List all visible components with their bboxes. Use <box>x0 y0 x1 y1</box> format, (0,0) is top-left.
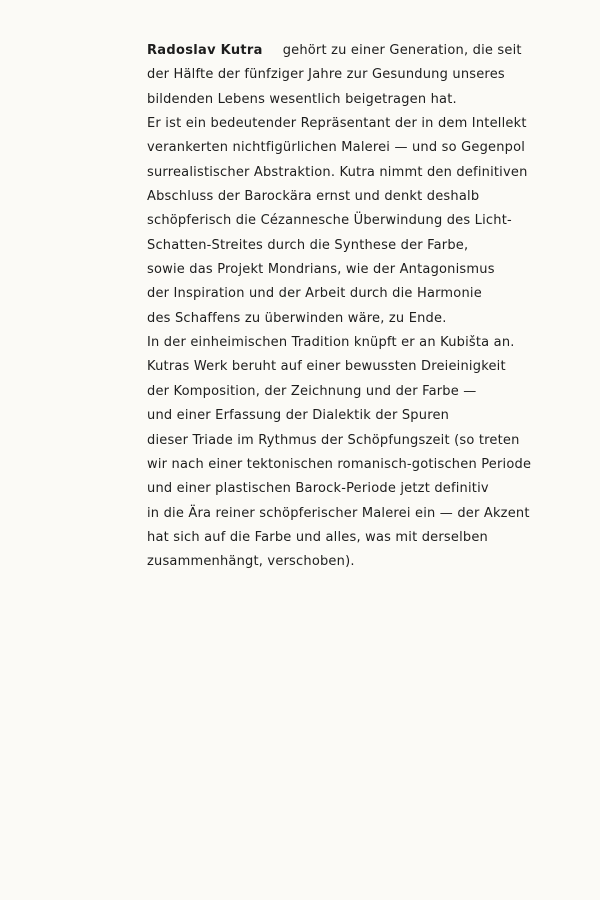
text-line: zusammenhängt, verschoben). <box>147 554 355 570</box>
text-line: und einer Erfassung der Dialektik der Spuren <box>147 408 450 424</box>
text-line: Abschluss der Barockära ernst und denkt deshalb <box>147 189 480 205</box>
text-line: Schatten-Streites durch die Synthese der Farbe, <box>147 237 469 253</box>
text-line: sowie das Projekt Mondrians, wie der Antagonismus <box>147 262 495 278</box>
body-text <box>147 39 552 575</box>
text-line: schöpferisch die Cézannesche Überwindung des Licht- <box>147 213 512 229</box>
text-line: der Komposition, der Zeichnung und der Farbe — <box>147 383 477 399</box>
text-line: des Schaffens zu überwinden wäre, zu Ende. <box>147 310 447 326</box>
text-line <box>147 39 552 63</box>
text-line: der Inspiration und der Arbeit durch die Harmonie <box>147 286 482 302</box>
first-line-text: gehört zu einer Generation, die seit <box>282 43 522 58</box>
text-line: In der einheimischen Tradition knüpft er an Kubišta an. <box>147 335 515 351</box>
text-line: der Hälfte der fünfziger Jahre zur Gesundung unseres <box>147 67 505 83</box>
text-line: hat sich auf die Farbe und alles, was mit derselben <box>147 529 488 545</box>
text-line: Kutras Werk beruht auf einer bewussten Dreieinigkeit <box>147 359 506 375</box>
author-name: Radoslav Kutra <box>147 43 263 58</box>
text-line: verankerten nichtfigürlichen Malerei — und so Gegenpol <box>147 140 526 156</box>
text-line: wir nach einer tektonischen romanisch-gotischen Periode <box>147 456 532 472</box>
text-line: und einer plastischen Barock-Periode jetzt definitiv <box>147 481 489 497</box>
text-line: bildenden Lebens wesentlich beigetragen hat. <box>147 91 457 107</box>
text-line: Er ist ein bedeutender Repräsentant der in dem Intellekt <box>147 116 527 132</box>
text-line: in die Ära reiner schöpferischer Malerei ein — der Akzent <box>147 505 530 521</box>
text-line: dieser Triade im Rythmus der Schöpfungszeit (so treten <box>147 432 520 448</box>
text-line: surrealistischer Abstraktion. Kutra nimmt den definitiven <box>147 164 528 180</box>
